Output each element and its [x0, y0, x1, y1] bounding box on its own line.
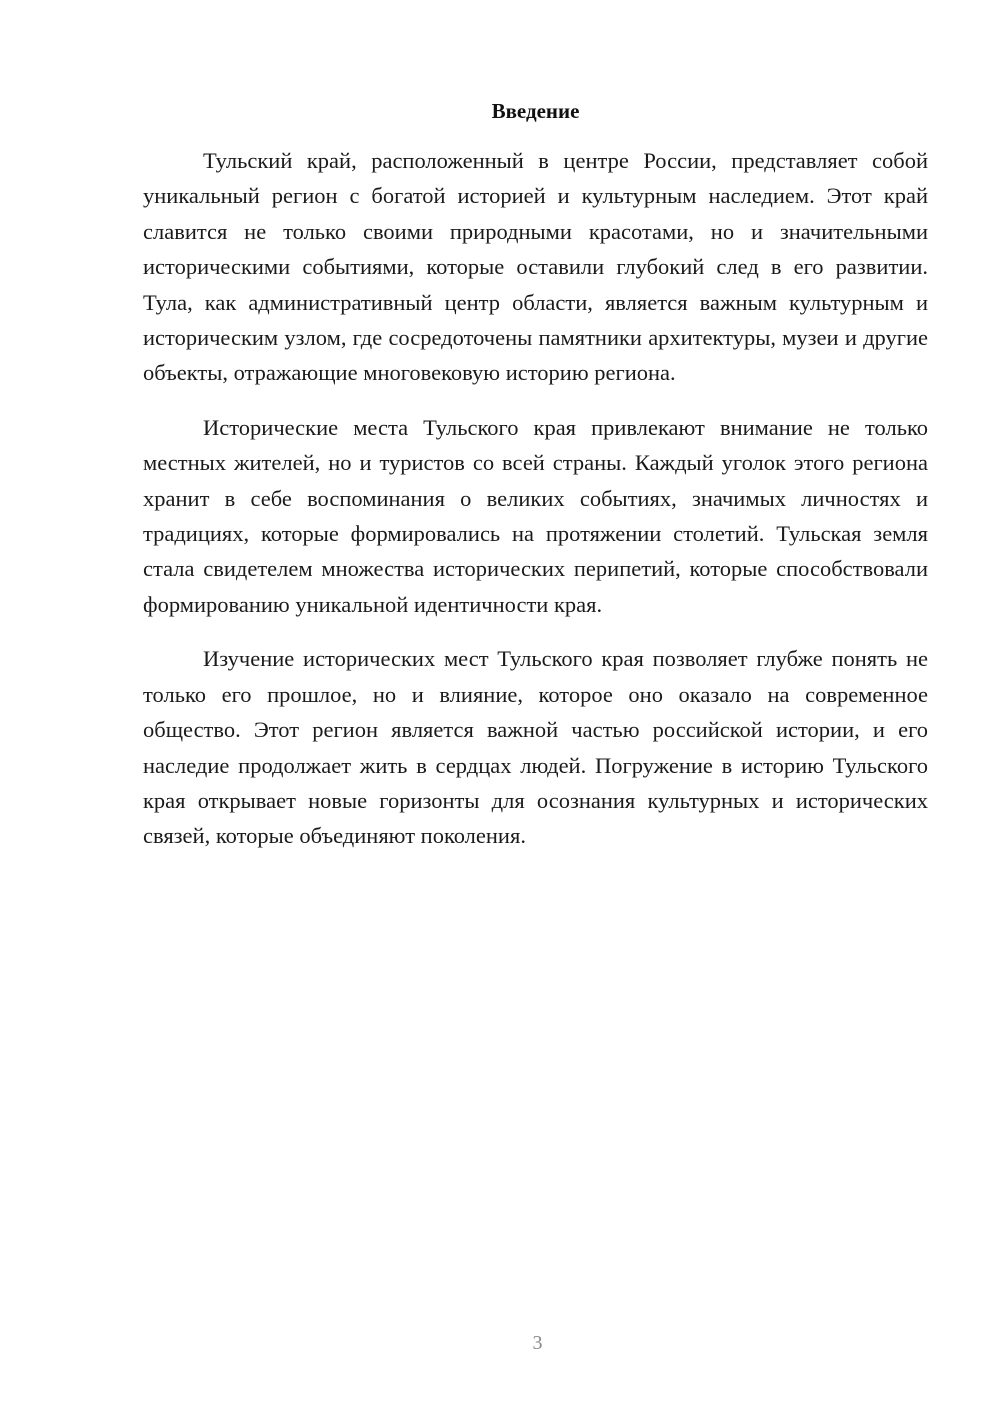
section-heading: Введение	[491, 99, 580, 123]
paragraph-3: Изучение исторических мест Тульского края позволяет глубже понять не только его прошлое, но и влияние, которое оно оказало на современное общество. Этот регион является важной частью российской истории, и его наследие продолжает жить в сердцах людей. Погружение в историю Тульского края открывает новые горизонты для осознания культурных и исторических связей, которые объединяют поколения.	[143, 646, 928, 849]
document-body	[143, 95, 928, 873]
paragraph-1: Тульский край, расположенный в центре России, представляет собой уникальный регион с богатой историей и культурным наследием. Этот край славится не только своими природными красотами, но и значительными историческими событиями, которые оставили глубокий след в его развитии. Тула, как административный центр области, является важным культурным и историческим узлом, где сосредоточены памятники архитектуры, музеи и другие объекты, отражающие многовековую историю региона.	[143, 148, 928, 386]
paragraph-2: Исторические места Тульского края привлекают внимание не только местных жителей, но и туристов со всей страны. Каждый уголок этого региона хранит в себе воспоминания о великих событиях, значимых личностях и традициях, которые формировались на протяжении столетий. Тульская земля стала свидетелем множества исторических перипетий, которые способствовали формированию уникальной идентичности края.	[143, 414, 928, 617]
page-number: 3	[532, 1332, 543, 1354]
